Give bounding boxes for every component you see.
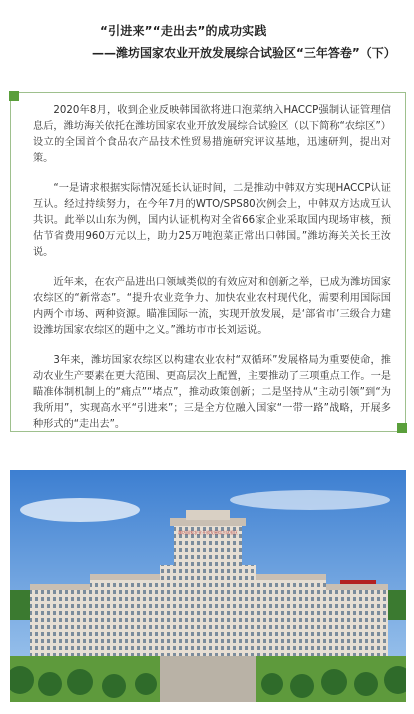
article-card (10, 92, 406, 432)
plaza (160, 656, 256, 702)
building-center (174, 522, 242, 658)
cloud (20, 498, 140, 522)
building-center-top (186, 510, 230, 520)
building-tower-right (242, 565, 256, 658)
article-body (33, 103, 391, 430)
roof (326, 584, 388, 590)
article-header (0, 0, 414, 90)
corner-decoration-bottom-right (397, 423, 407, 433)
paragraph-2: “一是请求根据实际情况延长认证时间，二是推动中韩双方实现HACCP认证互认。经过持续努力，在今年7月的WTO/SPS80次例会上，中韩双方达成互认共识。此举以山东为例，国内认证机构对全省66家企业采取国内现场审核，预估节省费用960万元以上，助力25万吨泡菜正常出口韩国。”潍坊海关关长王汝说。 (33, 183, 391, 258)
paragraph-1: 2020年8月，收到企业反映韩国欲将进口泡菜纳入HACCP强制认证管理信息后，潍坊海关依托在潍坊国家农业开放发展综合试验区（以下简称“农综区”）设立的全国首个食品农产品技术性贸易措施研究评议基地，迅速研判，提出对策。 (33, 105, 391, 164)
sign-right (340, 580, 376, 584)
building-right-far (326, 588, 388, 658)
building-left-far (30, 588, 90, 658)
roof (30, 584, 90, 590)
corner-decoration-top-left (9, 91, 19, 101)
roof (90, 574, 160, 580)
paragraph-4: 3年来，潍坊国家农综区以构建农业农村“双循环”发展格局为重要使命，推动农业生产要素在更大范围、更高层次上配置，主要推动了三项重点工作。一是瞄准体制机制上的“痛点”“堵点”，推动政策创新；二是坚持从“主动引领”到“为我所用”，实现高水平“引进来”；三是全方位融入国家“一带一路”战略，开展多种形式的“走出去”。 (33, 355, 391, 430)
article-title: “引进来”“走出去”的成功实践 (100, 24, 267, 38)
building-sign: 潍坊国家农业开放发展综合试验区 (178, 530, 238, 535)
building-photo (10, 470, 406, 702)
building-tower-left (160, 565, 174, 658)
building-left (90, 578, 160, 658)
building-illustration (10, 470, 406, 702)
cloud (230, 490, 390, 510)
paragraph-3: 近年来，在农产品进出口领域类似的有效应对和创新之举，已成为潍坊国家农综区的“新常态”。“提升农业竞争力、加快农业农村现代化，需要利用国际国内两个市场、两种资源。瞄准国际一流，实现开放发展，是‘部省市’三级合力建设潍坊国家农综区的题中之义。”潍坊市市长刘运说。 (33, 277, 391, 336)
roof (256, 574, 326, 580)
building-right (256, 578, 326, 658)
article-subtitle: ——潍坊国家农业开放发展综合试验区“三年答卷”（下） (92, 46, 396, 60)
